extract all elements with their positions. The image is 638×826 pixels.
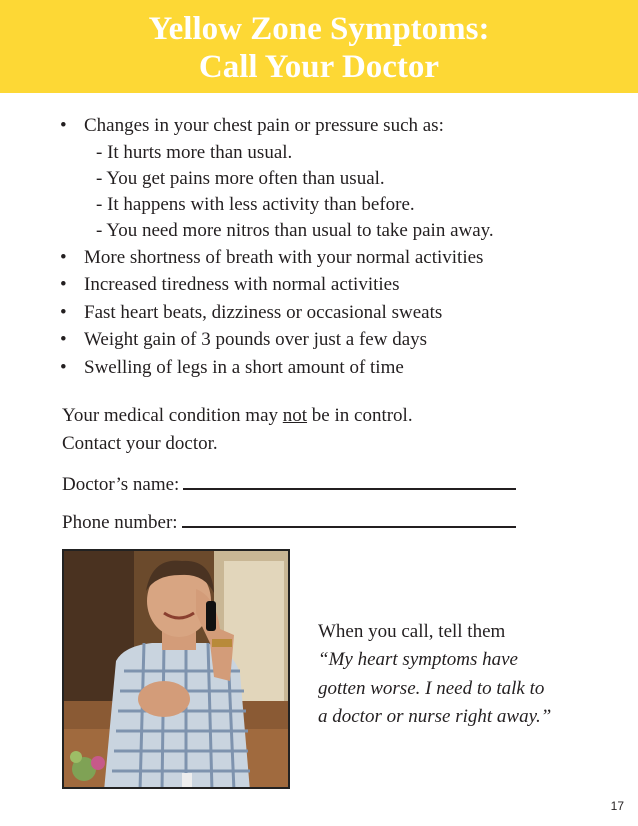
sub-list [84, 140, 494, 244]
status-line-2: Contact your doctor. [62, 433, 218, 454]
phone-number-field[interactable] [62, 510, 516, 534]
page-number: 17 [610, 799, 624, 813]
page-title-line-1: Yellow Zone Symptoms: [148, 11, 490, 47]
list-item [60, 112, 494, 244]
symptom-text: Swelling of legs in a short amount of time [84, 356, 404, 378]
phone-number-blank-line[interactable] [182, 510, 516, 528]
list-item [60, 354, 494, 382]
doctor-name-field[interactable] [62, 472, 516, 496]
list-item [60, 326, 494, 354]
doctor-name-label: Doctor’s name: [62, 474, 180, 495]
list-item [60, 299, 494, 327]
man-on-phone-photo [62, 549, 290, 789]
bullet: • [60, 115, 67, 136]
bullet: • [60, 246, 67, 268]
underlined-not: not [282, 405, 308, 426]
sub-list-item: - You need more nitros than usual to take pain away. [96, 219, 494, 241]
sub-list-item: - It hurts more than usual. [96, 141, 293, 163]
list-item [60, 271, 494, 299]
call-intro: When you call, tell them [318, 621, 506, 642]
phone-number-label: Phone number: [62, 512, 178, 533]
list-item [60, 244, 494, 272]
symptom-text: More shortness of breath with your normal activities [84, 246, 484, 268]
bullet: • [60, 356, 67, 378]
symptom-text: Fast heart beats, dizziness or occasional sweats [84, 301, 443, 323]
page-title-line-2: Call Your Doctor [198, 49, 440, 85]
bullet: • [60, 301, 67, 323]
quote-line: gotten worse. I need to talk to [318, 677, 545, 699]
symptom-text: Changes in your chest pain or pressure such as: [84, 115, 444, 136]
symptom-list [60, 112, 494, 382]
bullet: • [60, 329, 67, 351]
symptom-text: Increased tiredness with normal activities [84, 274, 400, 296]
status-line-1: Your medical condition may not be in control. [62, 405, 413, 426]
bullet: • [60, 274, 67, 296]
symptom-text: Weight gain of 3 pounds over just a few days [84, 329, 428, 351]
photo-illustration [64, 551, 290, 789]
doctor-name-blank-line[interactable] [183, 472, 516, 490]
quote-line: “My heart symptoms have [318, 649, 518, 671]
call-instructions [318, 618, 551, 732]
quote-line: a doctor or nurse right away.” [318, 706, 552, 728]
header-banner [0, 0, 638, 93]
sub-list-item: - You get pains more often than usual. [96, 167, 385, 189]
status-paragraph [62, 402, 413, 458]
sub-list-item: - It happens with less activity than before. [96, 193, 415, 215]
